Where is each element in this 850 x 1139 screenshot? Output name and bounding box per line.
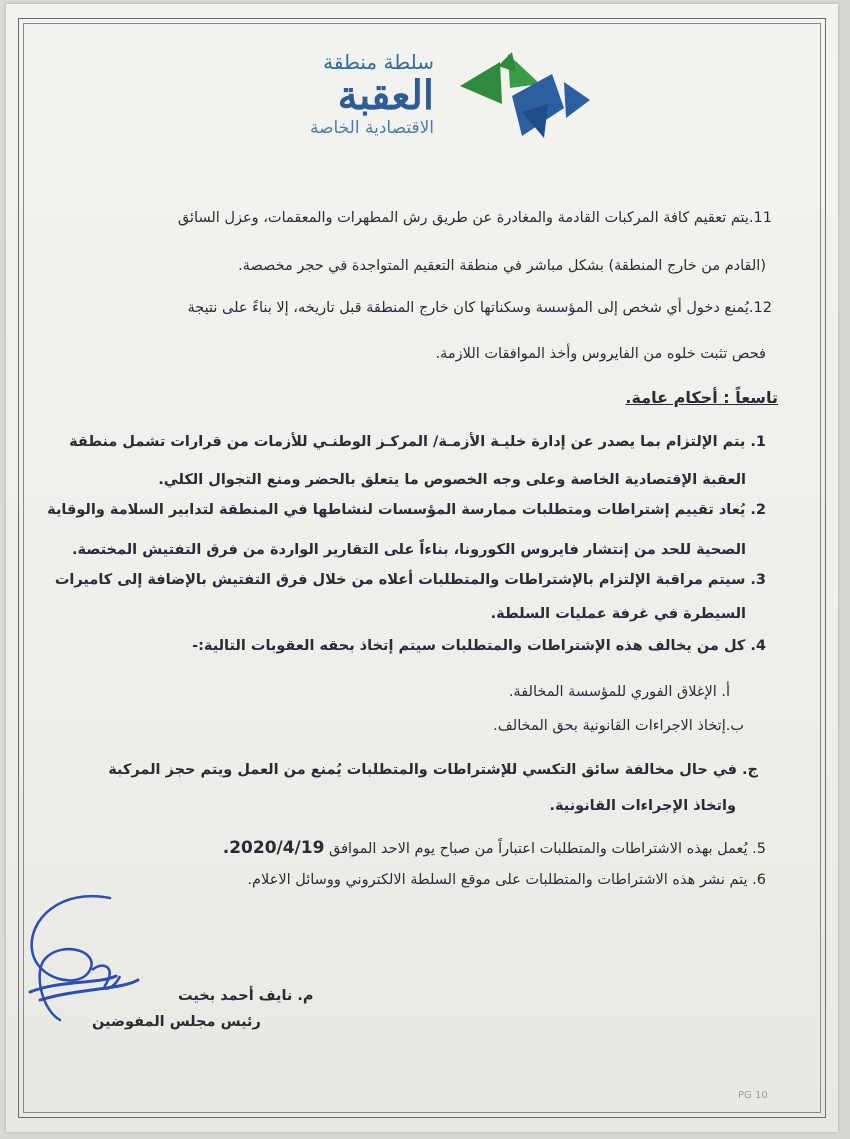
page-number: PG 10: [738, 1090, 768, 1101]
general-2-line1: 2. يُعاد تقييم إشتراطات ومتطلبات ممارسة المؤسسات لنشاطها في المنطقة لتدابير السلامة والوقاية: [47, 502, 766, 518]
general-2-line2: الصحية للحد من إنتشار فايروس الكورونا، بناءاً على التقارير الواردة من فرق التفتيش المختصة.: [72, 542, 746, 558]
general-3-line2: السيطرة في غرفة عمليات السلطة.: [490, 606, 746, 622]
general-5-date: 2020/4/19.: [222, 838, 325, 858]
section-heading: تاسعاً : أحكام عامة.: [625, 388, 778, 407]
item-11-line2: (القادم من خارج المنطقة) بشكل مباشر في منطقة التعقيم المتواجدة في حجر مخصصة.: [238, 258, 766, 274]
general-1-line1: 1. يتم الإلتزام بما يصدر عن إدارة خليـة الأزمـة/ المركـز الوطنـي للأزمات من قرارات تشمل منطقة: [69, 434, 766, 450]
logo-wordmark: [244, 50, 434, 138]
general-5-text: 5. يُعمل بهذه الاشتراطات والمتطلبات اعتباراً من صباح يوم الاحد الموافق: [329, 841, 766, 857]
signatory-name: م. نايف أحمد بخيت: [178, 988, 314, 1004]
penalty-a: أ. الإغلاق الفوري للمؤسسة المخالفة.: [508, 684, 730, 700]
penalty-c-line1: ج. في حال مخالفة سائق التكسي للإشتراطات والمتطلبات يُمنع من العمل ويتم حجز المركبة: [108, 762, 758, 778]
aqaba-logo-icon: [452, 46, 592, 146]
item-11-line1: 11.يتم تعقيم كافة المركبات القادمة والمغادرة عن طريق رش المطهرات والمعقمات، وعزل السائق: [177, 210, 772, 226]
item-12-line2: فحص تثبت خلوه من الفايروس وأخذ الموافقات اللازمة.: [435, 346, 766, 362]
general-1-line2: العقبة الإقتصادية الخاصة وعلى وجه الخصوص ما يتعلق بالحضر ومنع التجوال الكلي.: [158, 472, 746, 488]
penalty-b: ب.إتخاذ الاجراءات القانونية بحق المخالف.: [493, 718, 744, 734]
item-12-line1: 12.يُمنع دخول أي شخص إلى المؤسسة وسكناتها كان خارج المنطقة قبل تاريخه، إلا بناءً على نتيجة: [187, 300, 772, 316]
logo-line2: العقبة: [337, 72, 434, 119]
general-4-line1: 4. كل من يخالف هذه الإشتراطات والمتطلبات سيتم إتخاذ بحقه العقوبات التالية:-: [192, 638, 766, 654]
penalty-c-line2: واتخاذ الإجراءات القانونية.: [549, 798, 736, 814]
general-5: [223, 838, 766, 859]
logo-line3: الاقتصادية الخاصة: [309, 118, 434, 138]
logo-line1: سلطة منطقة: [323, 50, 434, 74]
signatory-title: رئيس مجلس المفوضين: [92, 1014, 261, 1030]
general-3-line1: 3. سيتم مراقبة الإلتزام بالإشتراطات والمتطلبات أعلاه من خلال فرق التفتيش بالإضافة إلى كاميرات: [54, 572, 766, 588]
general-6: 6. يتم نشر هذه الاشتراطات والمتطلبات على موقع السلطة الالكتروني ووسائل الاعلام.: [247, 872, 766, 888]
